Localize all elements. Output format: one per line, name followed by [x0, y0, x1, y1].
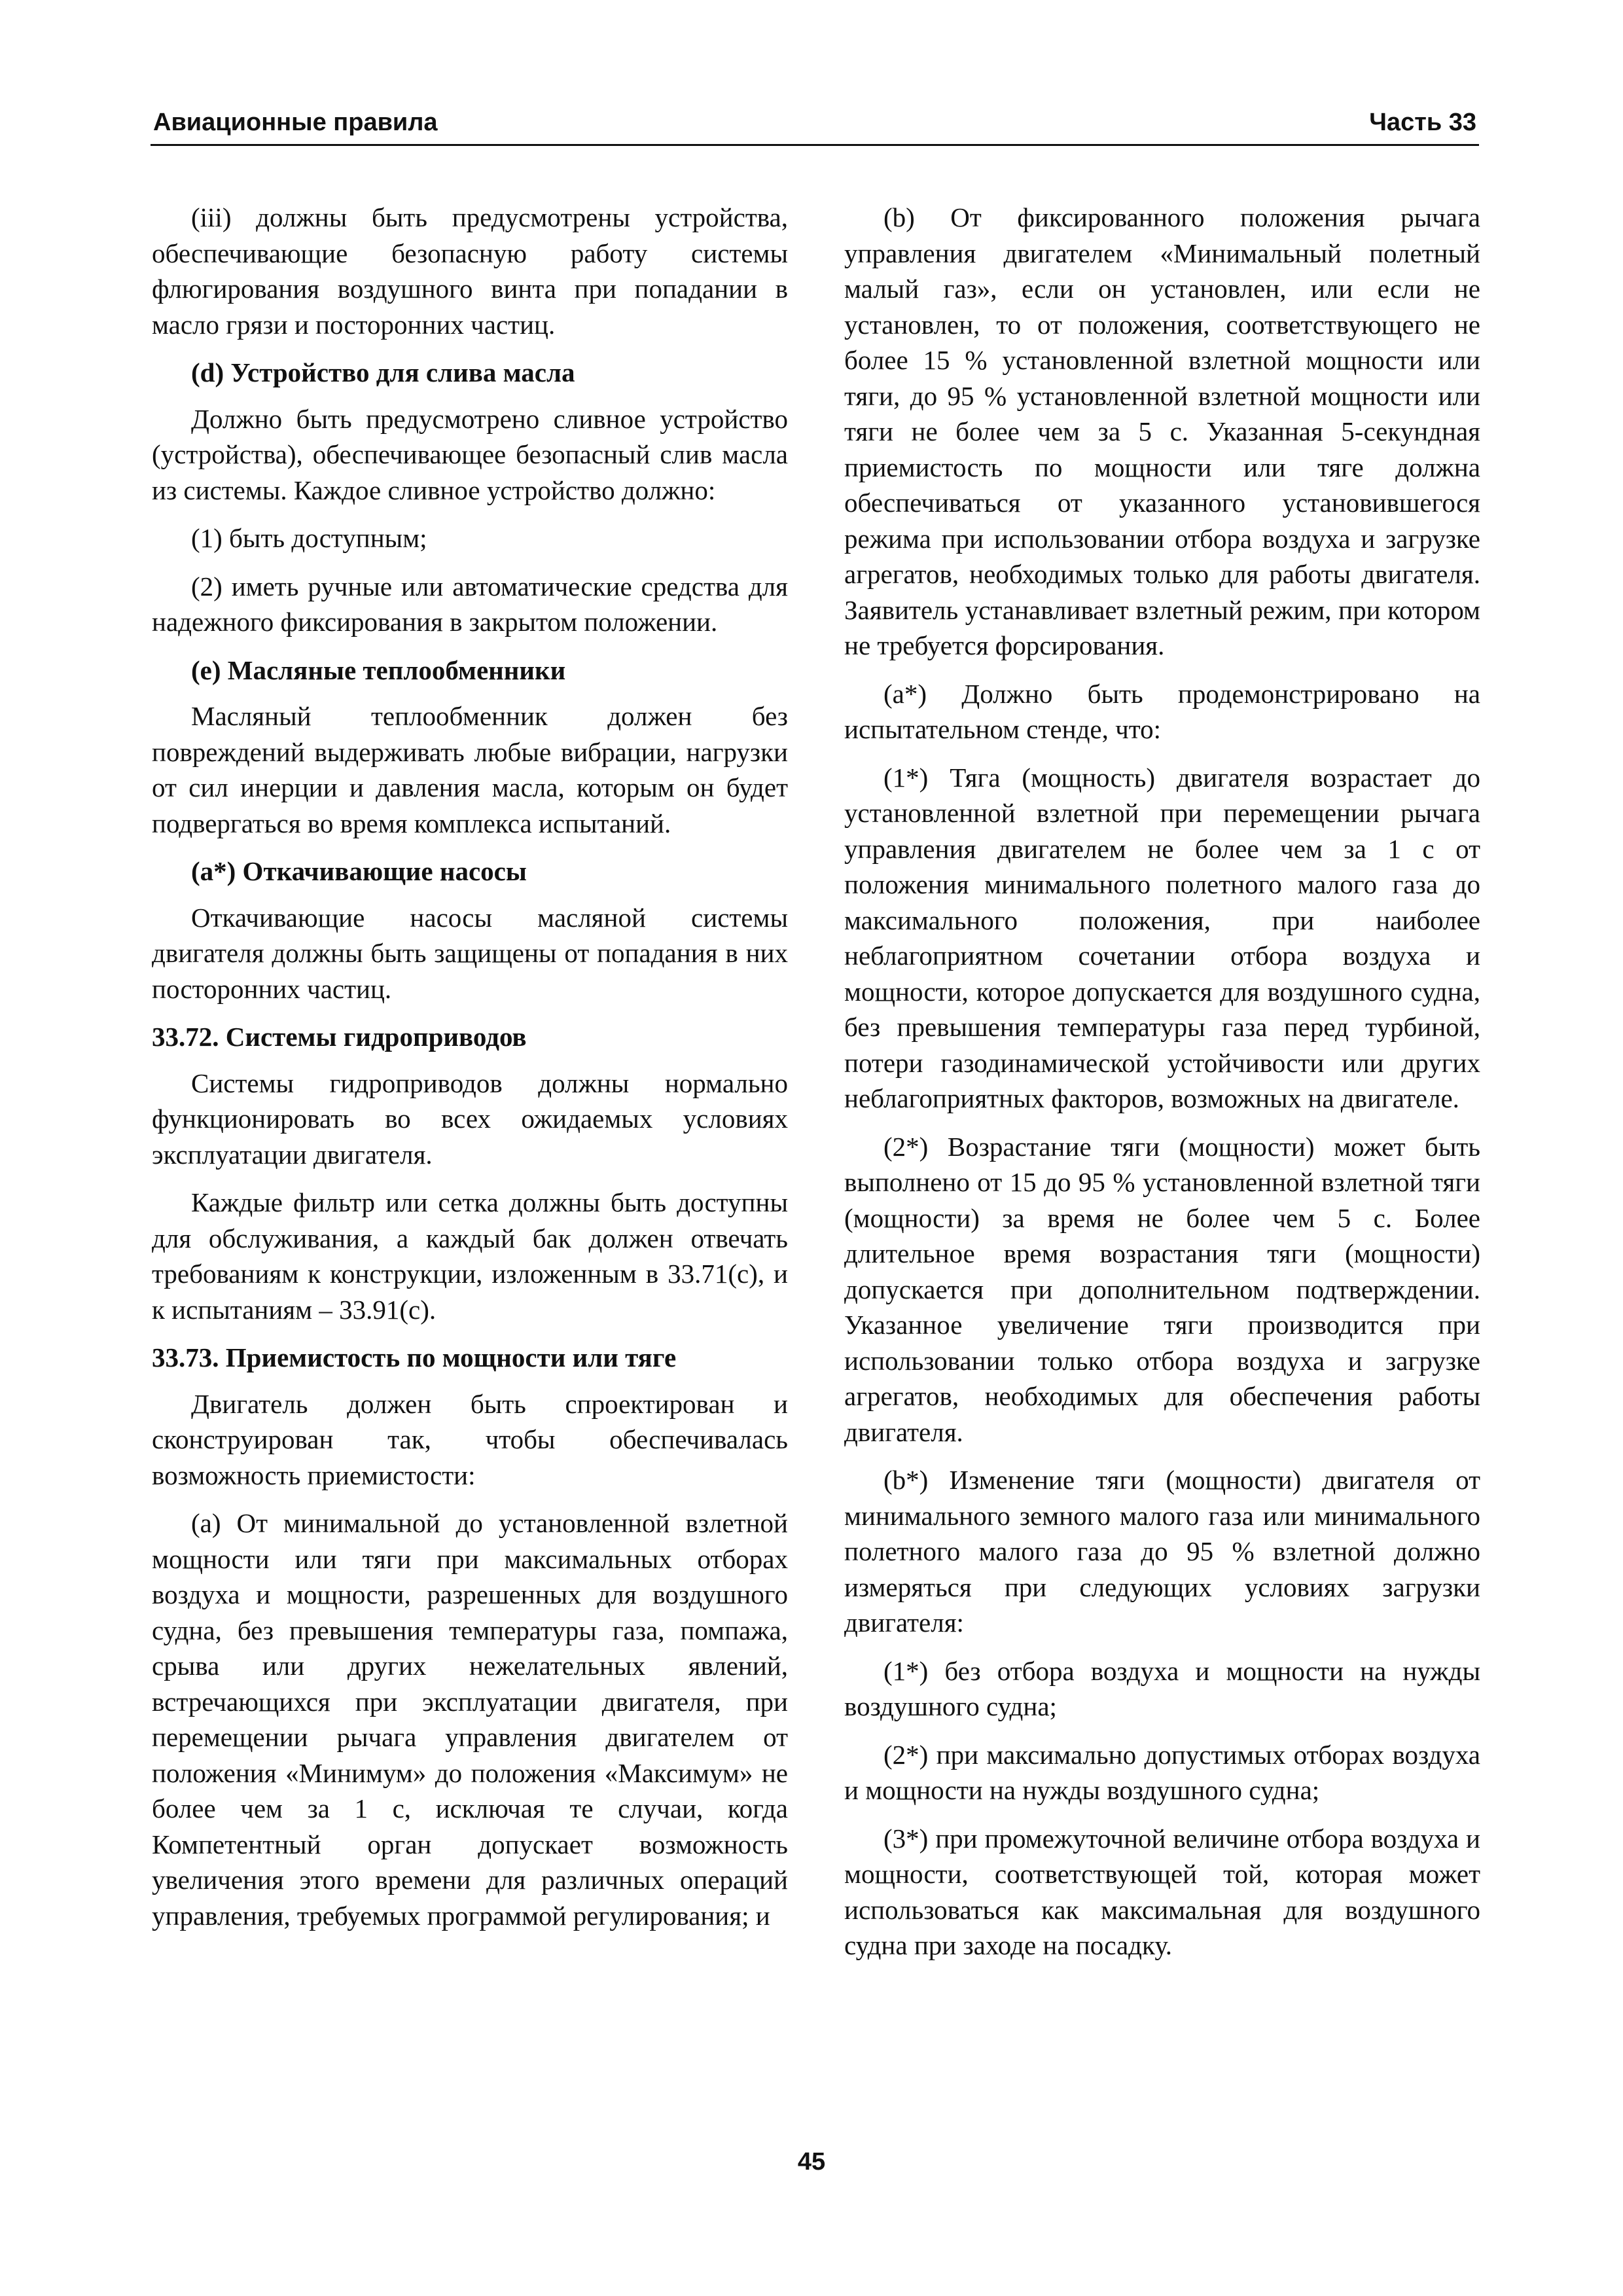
paragraph: (b) От фиксированного положения рычага управления двигателем «Минимальный полетный малый газ», если он установлен, или если не установлен, то от положения, соответствующего не более 15 % установленной взлетной мощности или тяги, до 95 % установленной взлетной мощности или тяги не более чем за 5 с. Указанная 5-секундная приемистость по мощности или тяге должна обеспечиваться от указанного установившегося режима при использовании отбора воздуха и загрузке агрегатов, необходимых только для работы двигателя. Заявитель устанавливает взлетный режим, при котором не требуется форсирования.	[844, 202, 1480, 660]
paragraph: Откачивающие насосы масляной системы двигателя должны быть защищены от попадания в них посторонних частиц.	[152, 902, 788, 1004]
section-heading: 33.73. Приемистость по мощности или тяге	[152, 1342, 677, 1372]
subsection-heading: (e) Масляные теплообменники	[191, 655, 566, 685]
subsection-heading: (a*) Откачивающие насосы	[191, 856, 527, 886]
paragraph: Каждые фильтр или сетка должны быть доступны для обслуживания, а каждый бак должен отвечать требованиям к конструкции, изложенным в 33.71(c), и к испытаниям – 33.91(c).	[152, 1187, 788, 1325]
paragraph: (b*) Изменение тяги (мощности) двигателя от минимального земного малого газа или минимального полетного малого газа до 95 % взлетной должно измеряться при следующих условиях загрузки двигателя:	[844, 1465, 1480, 1638]
list-item: (2*) при максимально допустимых отборах воздуха и мощности на нужды воздушного судна;	[844, 1739, 1480, 1805]
list-item: (3*) при промежуточной величине отбора воздуха и мощности, соответствующей той, которая может использоваться как максимальная для воздушного судна при заходе на посадку.	[844, 1823, 1480, 1960]
list-item: (1*) без отбора воздуха и мощности на нужды воздушного судна;	[844, 1655, 1480, 1721]
page-header	[151, 105, 1479, 146]
subsection-heading: (d) Устройство для слива масла	[191, 357, 575, 387]
list-item: (1*) Тяга (мощность) двигателя возрастает до установленной взлетной при перемещении рычага управления двигателем не более чем за 1 с от положения минимального полетного малого газа до максимального положения, при наиболее неблагоприятном сочетании отбора воздуха и мощности, которое допускается для воздушного судна, без превышения температуры газа перед турбиной, потери газодинамической устойчивости или других неблагоприятных факторов, возможных на двигателе.	[844, 762, 1480, 1113]
section-heading: 33.72. Системы гидроприводов	[152, 1022, 527, 1052]
paragraph: Масляный теплообменник должен без повреждений выдерживать любые вибрации, нагрузки от сил инерции и давления масла, которым он будет подвергаться во время комплекса испытаний.	[152, 701, 788, 838]
document-part: Часть 33	[1369, 109, 1476, 136]
list-item: (2) иметь ручные или автоматические средства для надежного фиксирования в закрытом положении.	[152, 571, 788, 637]
right-column	[844, 200, 1480, 1976]
list-item: (2*) Возрастание тяги (мощности) может быть выполнено от 15 до 95 % установленной взлетной тяги (мощности) за время не более чем 5 с. Более длительное время возрастания тяги (мощности) допускается при дополнительном подтверждении. Указанное увеличение тяги производится при использовании только отбора воздуха и загрузке агрегатов, необходимых для обеспечения работы двигателя.	[844, 1131, 1480, 1447]
list-item: (1) быть доступным;	[191, 523, 427, 553]
left-column	[152, 200, 788, 1946]
paragraph: (a) От минимальной до установленной взлетной мощности или тяги при максимальных отборах воздуха и мощности, разрешенных для воздушного судна, без превышения температуры газа, помпажа, срыва или других нежелательных явлений, встречающихся при эксплуатации двигателя, при перемещении рычага управления двигателем от положения «Минимум» до положения «Максимум» не более чем за 1 с, исключая те случаи, когда Компетентный орган допускает возможность увеличения этого времени для различных операций управления, требуемых программой регулирования; и	[152, 1508, 788, 1931]
paragraph: Двигатель должен быть спроектирован и сконструирован так, чтобы обеспечивалась возможность приемистости:	[152, 1388, 788, 1490]
page-number: 45	[797, 2148, 826, 2176]
document-title: Авиационные правила	[153, 109, 438, 136]
paragraph: (a*) Должно быть продемонстрировано на испытательном стенде, что:	[844, 678, 1480, 744]
paragraph: (iii) должны быть предусмотрены устройства, обеспечивающие безопасную работу системы флюгирования воздушного винта при попадании в масло грязи и посторонних частиц.	[152, 202, 788, 340]
paragraph: Должно быть предусмотрено сливное устройство (устройства), обеспечивающее безопасный слив масла из системы. Каждое сливное устройство должно:	[152, 403, 788, 505]
paragraph: Системы гидроприводов должны нормально функционировать во всех ожидаемых условиях эксплуатации двигателя.	[152, 1067, 788, 1170]
